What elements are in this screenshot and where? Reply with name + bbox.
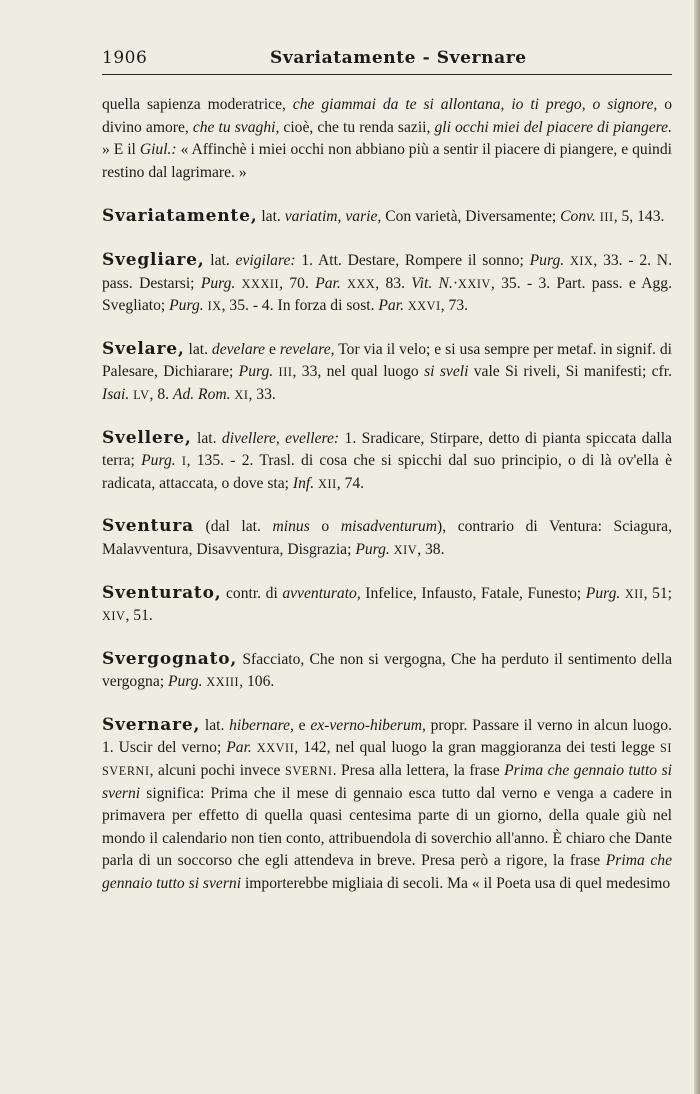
headword: Sventura [102, 516, 194, 537]
header-rule [102, 74, 672, 75]
headword: Svelare, [102, 338, 185, 359]
headword: Svernare, [102, 714, 201, 735]
running-head: Svariatamente - Svernare [270, 48, 527, 68]
page-header [102, 45, 672, 71]
page-edge-shadow [694, 0, 700, 1094]
entry-sventurato: Sventurato, contr. di avventurato, Infelice, Infausto, Fatale, Funesto; Purg. XII, 51; XIV, 51. [102, 582, 672, 625]
entry-sventura: Sventura (dal lat. minus o misadventurum), contrario di Ventura: Sciagura, Malavventura, Disavventura, Disgrazia; Purg. XIV, 38. [102, 516, 672, 558]
entry-svergognato: Svergognato, Sfacciato, Che non si vergogna, Che ha perduto il sentimento della vergogna; Purg. XXIII, 106. [102, 648, 672, 691]
continuation-paragraph: quella sapienza moderatrice, che giammai da te si allontana, io ti prego, o signore, o divino amore, che tu svaghi, cioè, che tu renda sazii, gli occhi miei del piacere di piangere. » E il Giul.: « Affinchè i miei occhi non abbiano più a sentir il piacere di piangere, e quindi restino dal lagrimare. » [102, 96, 672, 181]
headword: Svariatamente, [102, 206, 258, 227]
entry-svellere: Svellere, lat. divellere, evellere: 1. Sradicare, Stirpare, detto di pianta spiccata dalla terra; Purg. I, 135. - 2. Trasl. di cosa che si spicchi dal suo principio, o di là ov'ella è radicata, attaccata, o dove sta; Inf. XII, 74. [102, 427, 672, 492]
entry-svariatamente: Svariatamente, lat. variatim, varie, Con varietà, Diversamente; Conv. III, 5, 143. [102, 206, 665, 227]
headword: Svellere, [102, 427, 192, 448]
headword: Svergognato, [102, 648, 238, 669]
entry-svernare: Svernare, lat. hibernare, e ex-verno-hiberum, propr. Passare il verno in alcun luogo. 1. Uscir del verno; Par. XXVII, 142, nel qual luogo la gran maggioranza dei testi legge SI SVERNI, alcuni pochi invece SVERNI. Presa alla lettera, la frase Prima che gennaio tutto si sverni significa: Prima che il mese di gennaio esca tutto dal verno e venga a cadere in primavera per effetto di quella quasi centesima parte di un giorno, della quale giù nel mondo il calendario non tien conto, attribuendola di soverchio all'anno. È chiaro che Dante parla di un soccorso che egli attendeva in breve. Presa però a rigore, la frase Prima che gennaio tutto si sverni importerebbe migliaia di secoli. Ma « il Poeta usa di quel medesimo [102, 714, 673, 893]
dictionary-body [102, 94, 672, 916]
entry-svegliare: Svegliare, lat. evigilare: 1. Att. Destare, Rompere il sonno; Purg. XIX, 33. - 2. N. pass. Destarsi; Purg. XXXII, 70. Par. XXX, 83. Vit. N.·XXIV, 35. - 3. Part. pass. e Agg. Svegliato; Purg. IX, 35. - 4. In forza di sost. Par. XXVI, 73. [102, 249, 672, 315]
headword: Svegliare, [102, 249, 205, 270]
page-number: 1906 [102, 48, 148, 68]
entry-svelare: Svelare, lat. develare e revelare, Tor via il velo; e si usa sempre per metaf. in signif. di Palesare, Dichiarare; Purg. III, 33, nel qual luogo si sveli vale Si riveli, Si manifesti; cfr. Isai. LV, 8. Ad. Rom. XI, 33. [102, 338, 672, 403]
headword: Sventurato, [102, 582, 222, 603]
